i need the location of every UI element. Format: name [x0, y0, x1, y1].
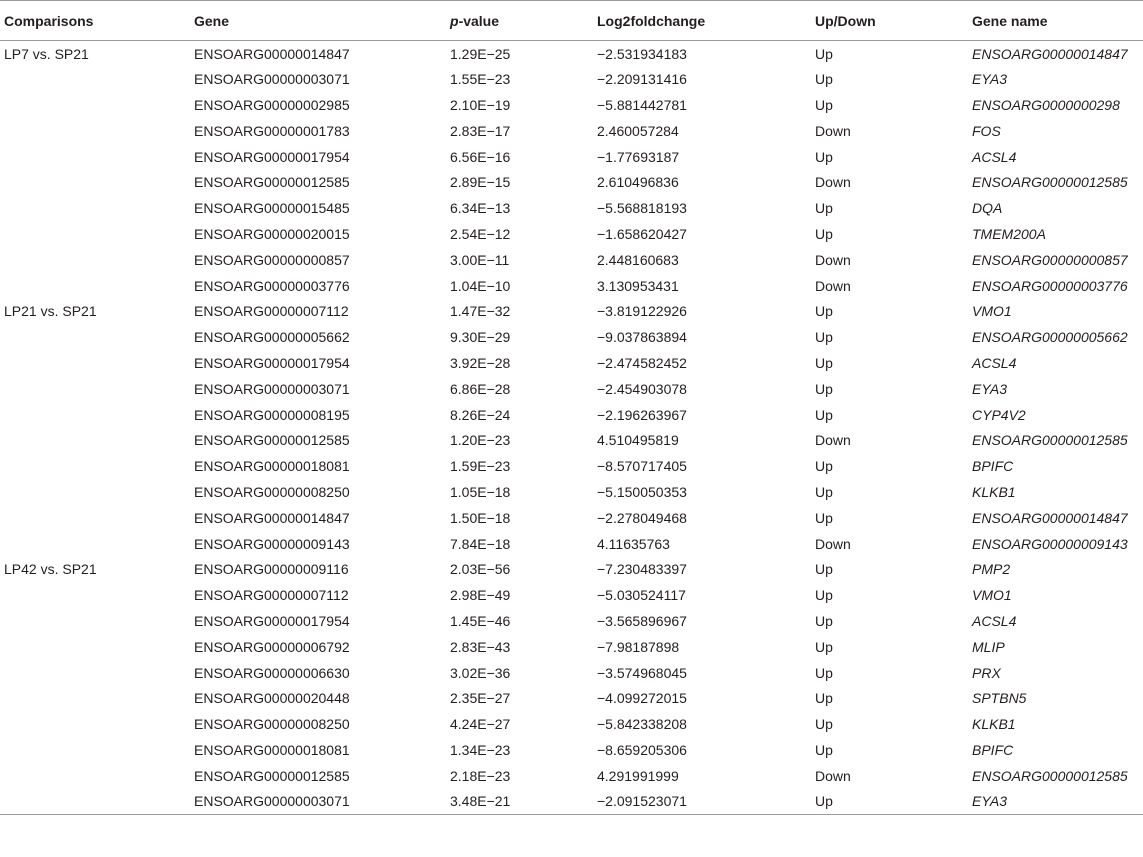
cell-gene-name: ENSOARG00000003776 [972, 277, 1128, 294]
cell-gene-name: PRX [972, 664, 1001, 681]
cell-log2foldchange: 2.460057284 [597, 122, 679, 139]
cell-up-down: Down [815, 432, 851, 449]
cell-gene-name: ENSOARG00000000857 [972, 251, 1128, 268]
table-row [0, 608, 1143, 634]
cell-p-value: 2.83E−17 [450, 122, 511, 139]
table-row [0, 505, 1143, 531]
table-row [0, 92, 1143, 118]
cell-gene-id: ENSOARG00000008250 [194, 483, 350, 500]
cell-gene-id: ENSOARG00000017954 [194, 148, 350, 165]
header-p-italic: p [450, 12, 459, 29]
cell-gene-id: ENSOARG00000020015 [194, 225, 350, 242]
cell-gene-name: KLKB1 [972, 716, 1016, 733]
cell-log2foldchange: −2.196263967 [597, 406, 687, 423]
cell-up-down: Up [815, 716, 833, 733]
cell-up-down: Down [815, 174, 851, 191]
cell-log2foldchange: 4.11635763 [597, 535, 670, 552]
table-row [0, 402, 1143, 428]
cell-log2foldchange: −2.531934183 [597, 45, 687, 62]
header-p-value [450, 1, 597, 41]
cell-up-down: Up [815, 638, 833, 655]
cell-gene-name: CYP4V2 [972, 406, 1026, 423]
cell-comparison [0, 247, 194, 273]
cell-comparison [0, 531, 194, 557]
cell-gene-name: EYA3 [972, 789, 1143, 815]
cell-gene-id: ENSOARG00000012585 [194, 767, 350, 784]
cell-log2foldchange: −3.574968045 [597, 664, 687, 681]
cell-gene-name: BPIFC [972, 458, 1014, 475]
cell-gene-id: ENSOARG00000003071 [194, 380, 350, 397]
cell-log2foldchange: −3.819122926 [597, 303, 687, 320]
cell-comparison: LP7 vs. SP21 [4, 45, 89, 62]
cell-p-value: 3.92E−28 [450, 354, 511, 371]
cell-gene-name: ENSOARG00000005662 [972, 329, 1128, 346]
cell-gene-id: ENSOARG00000003071 [194, 71, 350, 88]
cell-gene-name: BPIFC [972, 741, 1014, 758]
cell-up-down: Up [815, 458, 833, 475]
cell-p-value: 1.47E−32 [450, 303, 511, 320]
cell-p-value: 6.56E−16 [450, 148, 511, 165]
cell-gene-id: ENSOARG00000014847 [194, 45, 350, 62]
cell-gene-name: ACSL4 [972, 148, 1017, 165]
cell-comparison [0, 273, 194, 299]
header-gene: Gene [194, 1, 450, 41]
cell-gene-name: ENSOARG00000012585 [972, 174, 1128, 191]
cell-log2foldchange: −5.150050353 [597, 483, 687, 500]
cell-gene-id: ENSOARG00000018081 [194, 458, 350, 475]
cell-gene-id: ENSOARG00000007112 [194, 303, 349, 320]
cell-p-value: 3.48E−21 [450, 789, 597, 815]
cell-p-value: 2.89E−15 [450, 174, 511, 191]
cell-p-value: 1.29E−25 [450, 45, 511, 62]
cell-comparison [0, 324, 194, 350]
cell-up-down: Up [815, 225, 833, 242]
cell-gene-name: VMO1 [972, 587, 1012, 604]
cell-comparison: LP21 vs. SP21 [4, 303, 97, 320]
cell-p-value: 2.98E−49 [450, 587, 511, 604]
table-row [0, 453, 1143, 479]
cell-p-value: 1.55E−23 [450, 71, 511, 88]
cell-log2foldchange: −5.881442781 [597, 96, 687, 113]
cell-up-down: Up [815, 200, 833, 217]
cell-gene-id: ENSOARG00000012585 [194, 174, 350, 191]
cell-up-down: Up [815, 354, 833, 371]
header-p-rest: -value [458, 12, 500, 29]
cell-log2foldchange: −1.658620427 [597, 225, 687, 242]
cell-p-value: 1.50E−18 [450, 509, 511, 526]
cell-gene-name: SPTBN5 [972, 690, 1027, 707]
table-row [0, 556, 1143, 582]
cell-gene-name: ENSOARG0000000298 [972, 96, 1120, 113]
cell-up-down: Down [815, 277, 851, 294]
cell-comparison [0, 118, 194, 144]
table-row [0, 376, 1143, 402]
cell-comparison [0, 92, 194, 118]
cell-gene-id: ENSOARG00000000857 [194, 251, 350, 268]
cell-up-down: Down [815, 767, 851, 784]
cell-comparison [0, 634, 194, 660]
header-up-down: Up/Down [815, 1, 972, 41]
cell-up-down: Up [815, 303, 833, 320]
cell-p-value: 1.04E−10 [450, 277, 511, 294]
cell-gene-id: ENSOARG00000006792 [194, 638, 350, 655]
cell-p-value: 1.45E−46 [450, 612, 511, 629]
cell-log2foldchange: −8.659205306 [597, 741, 687, 758]
cell-comparison [0, 66, 194, 92]
cell-p-value: 4.24E−27 [450, 716, 511, 733]
cell-comparison [0, 608, 194, 634]
cell-gene-id: ENSOARG00000008250 [194, 716, 350, 733]
header-row [0, 1, 1143, 41]
cell-comparison [0, 402, 194, 428]
table-row [0, 660, 1143, 686]
cell-gene-name: KLKB1 [972, 483, 1016, 500]
cell-gene-id: ENSOARG00000018081 [194, 741, 350, 758]
cell-p-value: 2.03E−56 [450, 561, 511, 578]
cell-comparison [0, 453, 194, 479]
cell-log2foldchange: 3.130953431 [597, 277, 679, 294]
cell-comparison [0, 582, 194, 608]
table-row [0, 247, 1143, 273]
cell-log2foldchange: −2.474582452 [597, 354, 687, 371]
cell-gene-id: ENSOARG00000001783 [194, 122, 350, 139]
table-row [0, 195, 1143, 221]
cell-gene-id: ENSOARG00000014847 [194, 509, 350, 526]
cell-comparison [0, 427, 194, 453]
cell-up-down: Up [815, 380, 833, 397]
cell-up-down: Up [815, 483, 833, 500]
cell-up-down: Up [815, 329, 833, 346]
cell-comparison [0, 505, 194, 531]
table-row [0, 350, 1143, 376]
cell-gene-name: ENSOARG00000014847 [972, 45, 1128, 62]
cell-gene-id: ENSOARG00000017954 [194, 354, 350, 371]
cell-p-value: 6.86E−28 [450, 380, 511, 397]
cell-gene-name: EYA3 [972, 380, 1008, 397]
table-row [0, 66, 1143, 92]
cell-up-down: Down [815, 122, 851, 139]
cell-gene-name: ACSL4 [972, 354, 1017, 371]
table-row [0, 273, 1143, 299]
cell-log2foldchange: 2.610496836 [597, 174, 679, 191]
cell-p-value: 1.20E−23 [450, 432, 511, 449]
cell-up-down: Up [815, 561, 833, 578]
table-row [0, 789, 1143, 815]
cell-gene-name: PMP2 [972, 561, 1011, 578]
cell-comparison [0, 737, 194, 763]
table-row [0, 427, 1143, 453]
cell-up-down: Up [815, 612, 833, 629]
cell-p-value: 1.34E−23 [450, 741, 511, 758]
cell-comparison [0, 660, 194, 686]
cell-p-value: 1.05E−18 [450, 483, 511, 500]
cell-log2foldchange: −2.091523071 [597, 789, 815, 815]
cell-up-down: Up [815, 690, 833, 707]
table-row [0, 221, 1143, 247]
cell-p-value: 3.02E−36 [450, 664, 511, 681]
cell-comparison [0, 376, 194, 402]
cell-p-value: 2.10E−19 [450, 96, 511, 113]
cell-up-down: Up [815, 406, 833, 423]
cell-p-value: 2.35E−27 [450, 690, 511, 707]
cell-log2foldchange: −5.842338208 [597, 716, 687, 733]
cell-gene-id: ENSOARG00000008195 [194, 406, 350, 423]
cell-gene-id: ENSOARG00000009143 [194, 535, 350, 552]
cell-log2foldchange: −2.278049468 [597, 509, 687, 526]
cell-up-down: Up [815, 148, 833, 165]
cell-gene-id: ENSOARG00000005662 [194, 329, 350, 346]
cell-log2foldchange: −2.209131416 [597, 71, 687, 88]
cell-comparison [0, 711, 194, 737]
cell-comparison [0, 763, 194, 789]
cell-p-value: 2.83E−43 [450, 638, 511, 655]
cell-up-down: Up [815, 789, 972, 815]
cell-log2foldchange: 4.291991999 [597, 767, 679, 784]
cell-comparison [0, 789, 194, 815]
cell-log2foldchange: −4.099272015 [597, 690, 687, 707]
table-row [0, 169, 1143, 195]
header-gene-name: Gene name [972, 1, 1143, 41]
cell-up-down: Up [815, 71, 833, 88]
cell-p-value: 6.34E−13 [450, 200, 511, 217]
cell-gene-name: VMO1 [972, 303, 1012, 320]
cell-comparison [0, 350, 194, 376]
cell-gene-id: ENSOARG00000009116 [194, 561, 349, 578]
cell-comparison [0, 685, 194, 711]
cell-comparison [0, 195, 194, 221]
cell-gene-id: ENSOARG00000012585 [194, 432, 350, 449]
cell-gene-id: ENSOARG00000015485 [194, 200, 350, 217]
cell-p-value: 3.00E−11 [450, 251, 510, 268]
table-row [0, 711, 1143, 737]
cell-up-down: Up [815, 45, 833, 62]
cell-comparison: LP42 vs. SP21 [4, 561, 97, 578]
cell-comparison [0, 169, 194, 195]
cell-p-value: 9.30E−29 [450, 329, 511, 346]
cell-comparison [0, 479, 194, 505]
table-row [0, 685, 1143, 711]
cell-gene-id: ENSOARG00000020448 [194, 690, 350, 707]
table-row [0, 479, 1143, 505]
table-row [0, 41, 1143, 67]
cell-gene-name: DQA [972, 200, 1003, 217]
cell-up-down: Down [815, 535, 851, 552]
cell-gene-name: TMEM200A [972, 225, 1046, 242]
table-row [0, 582, 1143, 608]
cell-up-down: Up [815, 96, 833, 113]
cell-up-down: Up [815, 587, 833, 604]
cell-gene-name: ENSOARG00000012585 [972, 767, 1128, 784]
cell-log2foldchange: 4.510495819 [597, 432, 679, 449]
cell-log2foldchange: 2.448160683 [597, 251, 679, 268]
table-row [0, 634, 1143, 660]
cell-up-down: Down [815, 251, 851, 268]
cell-log2foldchange: −5.568818193 [597, 200, 687, 217]
cell-p-value: 8.26E−24 [450, 406, 511, 423]
cell-p-value: 1.59E−23 [450, 458, 511, 475]
cell-log2foldchange: −3.565896967 [597, 612, 687, 629]
cell-gene-id: ENSOARG00000006630 [194, 664, 350, 681]
table-row [0, 531, 1143, 557]
table-row [0, 763, 1143, 789]
cell-gene-id: ENSOARG00000017954 [194, 612, 350, 629]
cell-log2foldchange: −1.77693187 [597, 148, 680, 165]
cell-gene-name: ENSOARG00000012585 [972, 432, 1128, 449]
cell-log2foldchange: −7.98187898 [597, 638, 680, 655]
cell-gene-name: ENSOARG00000014847 [972, 509, 1128, 526]
cell-comparison [0, 144, 194, 170]
cell-gene-name: ENSOARG00000009143 [972, 535, 1128, 552]
table-row [0, 298, 1143, 324]
cell-up-down: Up [815, 664, 833, 681]
cell-log2foldchange: −2.454903078 [597, 380, 687, 397]
header-comparisons: Comparisons [0, 1, 194, 41]
cell-log2foldchange: −8.570717405 [597, 458, 687, 475]
table-header [0, 1, 1143, 41]
table-row [0, 144, 1143, 170]
cell-gene-id: ENSOARG00000003776 [194, 277, 350, 294]
cell-p-value: 2.54E−12 [450, 225, 511, 242]
cell-log2foldchange: −7.230483397 [597, 561, 687, 578]
cell-gene-id: ENSOARG00000002985 [194, 96, 350, 113]
cell-log2foldchange: −5.030524117 [597, 587, 686, 604]
cell-up-down: Up [815, 509, 833, 526]
cell-gene-name: FOS [972, 122, 1001, 139]
cell-gene-name: ACSL4 [972, 612, 1017, 629]
cell-up-down: Up [815, 741, 833, 758]
header-log2foldchange: Log2foldchange [597, 1, 815, 41]
table-row [0, 737, 1143, 763]
cell-gene-name: EYA3 [972, 71, 1008, 88]
table-row [0, 324, 1143, 350]
cell-comparison [0, 221, 194, 247]
cell-gene-id: ENSOARG00000007112 [194, 587, 349, 604]
cell-p-value: 7.84E−18 [450, 535, 511, 552]
cell-p-value: 2.18E−23 [450, 767, 511, 784]
table-body [0, 41, 1143, 815]
cell-log2foldchange: −9.037863894 [597, 329, 687, 346]
cell-gene-name: MLIP [972, 638, 1005, 655]
cell-gene-id: ENSOARG00000003071 [194, 789, 450, 815]
table-row [0, 118, 1143, 144]
